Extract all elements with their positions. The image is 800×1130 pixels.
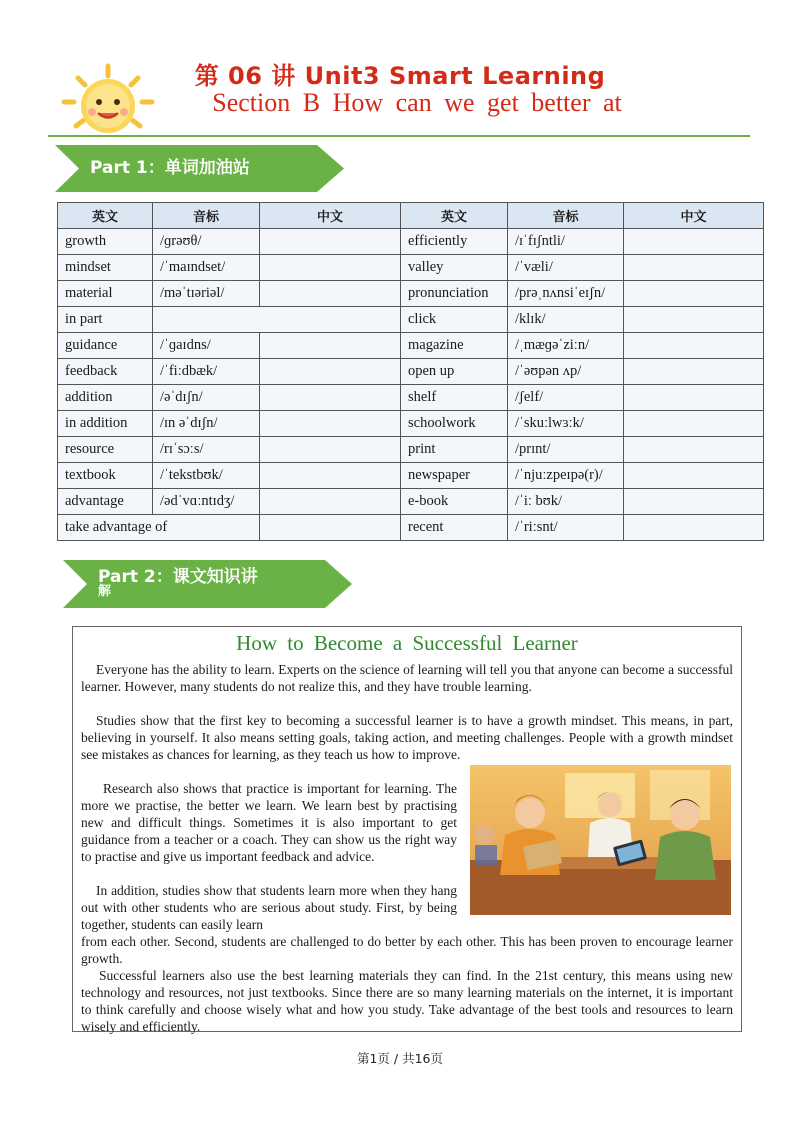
meaning-cell xyxy=(624,281,764,307)
word-cell: click xyxy=(401,307,508,333)
col-header-chinese: 中文 xyxy=(624,203,764,229)
meaning-cell xyxy=(624,333,764,359)
meaning-cell xyxy=(260,463,401,489)
merged-cell xyxy=(153,307,401,333)
col-header-english: 英文 xyxy=(401,203,508,229)
word-cell: open up xyxy=(401,359,508,385)
word-cell: resource xyxy=(58,437,153,463)
word-cell: e-book xyxy=(401,489,508,515)
paragraph-4-part1: In addition, studies show that students learn more when they hang out with other students who are serious about study. First, by being together, students can easily learn xyxy=(81,883,457,932)
table-row xyxy=(58,411,764,437)
meaning-cell xyxy=(624,359,764,385)
word-cell: valley xyxy=(401,255,508,281)
word-cell: growth xyxy=(58,229,153,255)
table-row xyxy=(58,229,764,255)
part2-label xyxy=(98,568,258,598)
phonetic-cell: /ˈmaɪndset/ xyxy=(153,255,260,281)
word-cell: in addition xyxy=(58,411,153,437)
part2-label-line2: 解 xyxy=(98,584,112,599)
vocabulary-table xyxy=(57,202,764,541)
col-header-chinese: 中文 xyxy=(260,203,401,229)
section-title: Section B How can we get better at xyxy=(212,88,622,117)
lesson-title: 第 06 讲 Unit3 Smart Learning xyxy=(194,62,606,90)
table-row xyxy=(58,281,764,307)
phonetic-cell: /ˈskuːlwɜːk/ xyxy=(508,411,624,437)
meaning-cell xyxy=(260,385,401,411)
phonetic-cell: /rɪˈsɔːs/ xyxy=(153,437,260,463)
word-cell: shelf xyxy=(401,385,508,411)
word-cell: addition xyxy=(58,385,153,411)
col-header-phonetic: 音标 xyxy=(508,203,624,229)
part2-banner xyxy=(63,560,353,608)
meaning-cell xyxy=(624,489,764,515)
phonetic-cell: /ˈɡaɪdns/ xyxy=(153,333,260,359)
phonetic-cell: /ˈtekstbʊk/ xyxy=(153,463,260,489)
table-row xyxy=(58,489,764,515)
word-cell: feedback xyxy=(58,359,153,385)
meaning-cell xyxy=(624,307,764,333)
passage-title: How to Become a Successful Learner xyxy=(236,631,578,655)
meaning-cell xyxy=(624,515,764,541)
word-cell: in part xyxy=(58,307,153,333)
paragraph-5: Successful learners also use the best learning materials they can find. In the 21st century, this means using new technology and resources, not just textbooks. Since there are so many learning materials on the internet, it is important to think carefully and choose wisely what and how you study. Take advantage of the best tools and resources to learn wisely and efficiently. xyxy=(81,968,733,1034)
paragraph-3: Research also shows that practice is important for learning. The more we practise, the better we learn. We learn best by practising new and difficult things. Sometimes it is also important to get guidance from a teacher or a coach. They can show us the right way to practise and give us important feedback and advice. xyxy=(81,781,457,864)
phonetic-cell: /ˈfiːdbæk/ xyxy=(153,359,260,385)
meaning-cell xyxy=(624,411,764,437)
table-header-row xyxy=(58,203,764,229)
phonetic-cell: /ɪˈfɪʃntli/ xyxy=(508,229,624,255)
table-row xyxy=(58,385,764,411)
phonetic-cell: /ɪn əˈdɪʃn/ xyxy=(153,411,260,437)
phonetic-cell: /ˌmæɡəˈziːn/ xyxy=(508,333,624,359)
meaning-cell xyxy=(260,229,401,255)
word-cell: pronunciation xyxy=(401,281,508,307)
word-cell: magazine xyxy=(401,333,508,359)
table-row xyxy=(58,255,764,281)
merged-cell: take advantage of xyxy=(58,515,260,541)
word-cell: efficiently xyxy=(401,229,508,255)
meaning-cell xyxy=(624,437,764,463)
phonetic-cell: /ˈriːsnt/ xyxy=(508,515,624,541)
table-row xyxy=(58,359,764,385)
col-header-phonetic: 音标 xyxy=(153,203,260,229)
meaning-cell xyxy=(260,281,401,307)
word-cell: newspaper xyxy=(401,463,508,489)
phonetic-cell: /ʃelf/ xyxy=(508,385,624,411)
phonetic-cell: /ˈəʊpən ʌp/ xyxy=(508,359,624,385)
word-cell: advantage xyxy=(58,489,153,515)
paragraph-4-part2: from each other. Second, students are challenged to do better by each other. This has been proven to encourage learner growth. xyxy=(81,934,733,966)
paragraph-1: Everyone has the ability to learn. Experts on the science of learning will tell you that anyone can become a successful learner. However, many students do not realize this, and they have trouble learning. xyxy=(81,662,733,694)
phonetic-cell: /ˈiː bʊk/ xyxy=(508,489,624,515)
part1-label: Part 1：单词加油站 xyxy=(90,158,250,178)
phonetic-cell: /prəˌnʌnsiˈeɪʃn/ xyxy=(508,281,624,307)
phonetic-cell: /ədˈvɑːntɪdʒ/ xyxy=(153,489,260,515)
table-row xyxy=(58,437,764,463)
table-row xyxy=(58,463,764,489)
table-row xyxy=(58,515,764,541)
word-cell: textbook xyxy=(58,463,153,489)
phonetic-cell: /ɡrəʊθ/ xyxy=(153,229,260,255)
phonetic-cell: /prɪnt/ xyxy=(508,437,624,463)
col-header-english: 英文 xyxy=(58,203,153,229)
part2-label-line1: Part 2：课文知识讲 xyxy=(98,567,258,587)
word-cell: schoolwork xyxy=(401,411,508,437)
meaning-cell xyxy=(260,333,401,359)
meaning-cell xyxy=(260,437,401,463)
meaning-cell xyxy=(260,255,401,281)
meaning-cell xyxy=(260,359,401,385)
meaning-cell xyxy=(260,515,401,541)
meaning-cell xyxy=(260,489,401,515)
phonetic-cell: /ˈnjuːzpeɪpə(r)/ xyxy=(508,463,624,489)
phonetic-cell: /əˈdɪʃn/ xyxy=(153,385,260,411)
phonetic-cell: /məˈtɪəriəl/ xyxy=(153,281,260,307)
meaning-cell xyxy=(624,229,764,255)
phonetic-cell: /ˈvæli/ xyxy=(508,255,624,281)
word-cell: recent xyxy=(401,515,508,541)
meaning-cell xyxy=(624,463,764,489)
word-cell: guidance xyxy=(58,333,153,359)
table-row xyxy=(58,333,764,359)
header-divider xyxy=(48,135,750,137)
paragraph-2: Studies show that the first key to becoming a successful learner is to have a growth mindset. This means, in part, believing in yourself. It also means setting goals, taking action, and meeting challenges. People with a growth mindset see mistakes as chances for learning, as they teach us how to improve. xyxy=(81,713,733,762)
word-cell: print xyxy=(401,437,508,463)
table-row xyxy=(58,307,764,333)
part1-banner xyxy=(55,145,345,192)
page-footer: 第1页 / 共16页 xyxy=(356,1051,444,1066)
word-cell: mindset xyxy=(58,255,153,281)
word-cell: material xyxy=(58,281,153,307)
meaning-cell xyxy=(624,255,764,281)
classroom-illustration xyxy=(470,765,731,915)
phonetic-cell: /klɪk/ xyxy=(508,307,624,333)
meaning-cell xyxy=(260,411,401,437)
meaning-cell xyxy=(624,385,764,411)
